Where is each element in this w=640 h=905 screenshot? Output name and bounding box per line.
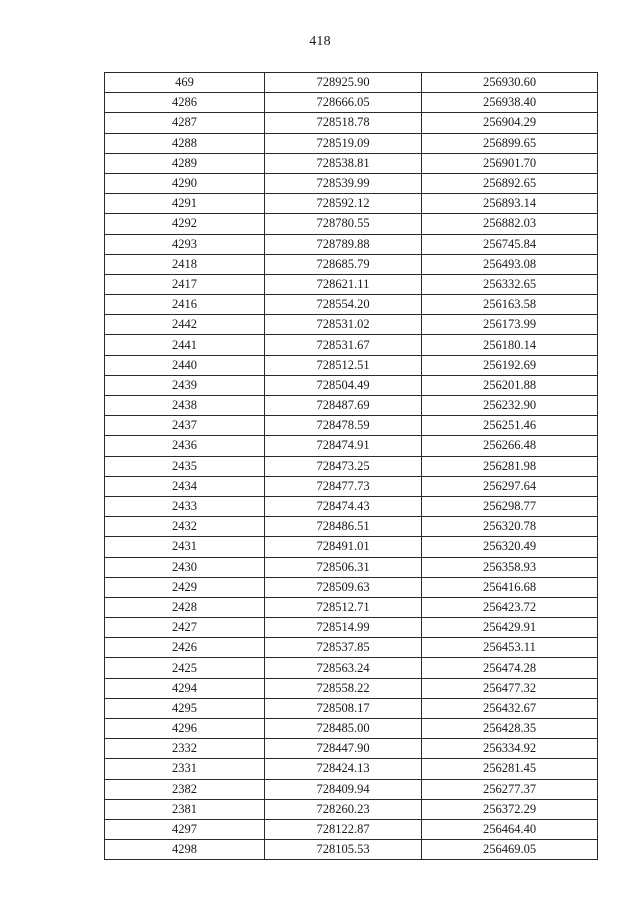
table-row	[105, 496, 598, 516]
point-id-cell: 4287	[105, 113, 265, 133]
x-coordinate-cell: 728491.01	[265, 537, 422, 557]
x-coordinate-cell: 728474.43	[265, 496, 422, 516]
y-coordinate-cell: 256453.11	[422, 638, 598, 658]
page-number: 418	[309, 34, 331, 49]
y-coordinate-cell: 256232.90	[422, 396, 598, 416]
table-row	[105, 274, 598, 294]
table-row	[105, 194, 598, 214]
x-coordinate-cell: 728424.13	[265, 759, 422, 779]
point-id-cell: 2433	[105, 496, 265, 516]
point-id-cell: 2332	[105, 739, 265, 759]
y-coordinate-cell: 256358.93	[422, 557, 598, 577]
point-id-cell: 2439	[105, 375, 265, 395]
y-coordinate-cell: 256297.64	[422, 476, 598, 496]
point-id-cell: 2440	[105, 355, 265, 375]
x-coordinate-cell: 728621.11	[265, 274, 422, 294]
y-coordinate-cell: 256320.49	[422, 537, 598, 557]
x-coordinate-cell: 728122.87	[265, 819, 422, 839]
point-id-cell: 2425	[105, 658, 265, 678]
y-coordinate-cell: 256892.65	[422, 173, 598, 193]
x-coordinate-cell: 728512.71	[265, 597, 422, 617]
point-id-cell: 2432	[105, 517, 265, 537]
point-id-cell: 2435	[105, 456, 265, 476]
point-id-cell: 2438	[105, 396, 265, 416]
y-coordinate-cell: 256745.84	[422, 234, 598, 254]
x-coordinate-cell: 728789.88	[265, 234, 422, 254]
x-coordinate-cell: 728512.51	[265, 355, 422, 375]
table-row	[105, 173, 598, 193]
x-coordinate-cell: 728506.31	[265, 557, 422, 577]
point-id-cell: 2331	[105, 759, 265, 779]
table-row	[105, 719, 598, 739]
table-row	[105, 416, 598, 436]
y-coordinate-cell: 256899.65	[422, 133, 598, 153]
x-coordinate-cell: 728514.99	[265, 618, 422, 638]
y-coordinate-cell: 256192.69	[422, 355, 598, 375]
y-coordinate-cell: 256332.65	[422, 274, 598, 294]
table-row	[105, 295, 598, 315]
x-coordinate-cell: 728478.59	[265, 416, 422, 436]
y-coordinate-cell: 256251.46	[422, 416, 598, 436]
x-coordinate-cell: 728780.55	[265, 214, 422, 234]
y-coordinate-cell: 256474.28	[422, 658, 598, 678]
table-row	[105, 476, 598, 496]
table-row	[105, 214, 598, 234]
table-row	[105, 537, 598, 557]
table-row	[105, 759, 598, 779]
table-row	[105, 315, 598, 335]
point-id-cell: 4288	[105, 133, 265, 153]
table-row	[105, 456, 598, 476]
point-id-cell: 2437	[105, 416, 265, 436]
x-coordinate-cell: 728666.05	[265, 93, 422, 113]
x-coordinate-cell: 728519.09	[265, 133, 422, 153]
point-id-cell: 2426	[105, 638, 265, 658]
table-row	[105, 254, 598, 274]
x-coordinate-cell: 728554.20	[265, 295, 422, 315]
point-id-cell: 4286	[105, 93, 265, 113]
y-coordinate-cell: 256432.67	[422, 698, 598, 718]
table-row	[105, 517, 598, 537]
table-row	[105, 779, 598, 799]
x-coordinate-cell: 728409.94	[265, 779, 422, 799]
table-row	[105, 658, 598, 678]
table-row	[105, 698, 598, 718]
y-coordinate-cell: 256277.37	[422, 779, 598, 799]
table-row	[105, 234, 598, 254]
table-row	[105, 375, 598, 395]
x-coordinate-cell: 728474.91	[265, 436, 422, 456]
x-coordinate-cell: 728504.49	[265, 375, 422, 395]
y-coordinate-cell: 256372.29	[422, 799, 598, 819]
point-id-cell: 4297	[105, 819, 265, 839]
point-id-cell: 2431	[105, 537, 265, 557]
point-id-cell: 2434	[105, 476, 265, 496]
table-row	[105, 355, 598, 375]
point-id-cell: 2416	[105, 295, 265, 315]
x-coordinate-cell: 728485.00	[265, 719, 422, 739]
y-coordinate-cell: 256938.40	[422, 93, 598, 113]
point-id-cell: 2418	[105, 254, 265, 274]
point-id-cell: 2381	[105, 799, 265, 819]
y-coordinate-cell: 256428.35	[422, 719, 598, 739]
table-row	[105, 739, 598, 759]
point-id-cell: 469	[105, 73, 265, 93]
table-row	[105, 577, 598, 597]
y-coordinate-cell: 256477.32	[422, 678, 598, 698]
point-id-cell: 2417	[105, 274, 265, 294]
point-id-cell: 4289	[105, 153, 265, 173]
y-coordinate-cell: 256201.88	[422, 375, 598, 395]
x-coordinate-cell: 728518.78	[265, 113, 422, 133]
x-coordinate-cell: 728538.81	[265, 153, 422, 173]
y-coordinate-cell: 256180.14	[422, 335, 598, 355]
x-coordinate-cell: 728509.63	[265, 577, 422, 597]
table-row	[105, 73, 598, 93]
table-row	[105, 113, 598, 133]
table-row	[105, 678, 598, 698]
x-coordinate-cell: 728592.12	[265, 194, 422, 214]
table-row	[105, 799, 598, 819]
table-row	[105, 597, 598, 617]
x-coordinate-cell: 728477.73	[265, 476, 422, 496]
table-row	[105, 153, 598, 173]
y-coordinate-cell: 256882.03	[422, 214, 598, 234]
point-id-cell: 4294	[105, 678, 265, 698]
y-coordinate-cell: 256266.48	[422, 436, 598, 456]
x-coordinate-cell: 728558.22	[265, 678, 422, 698]
y-coordinate-cell: 256464.40	[422, 819, 598, 839]
point-id-cell: 4290	[105, 173, 265, 193]
point-id-cell: 2430	[105, 557, 265, 577]
x-coordinate-cell: 728105.53	[265, 840, 422, 860]
x-coordinate-cell: 728260.23	[265, 799, 422, 819]
y-coordinate-cell: 256173.99	[422, 315, 598, 335]
y-coordinate-cell: 256493.08	[422, 254, 598, 274]
x-coordinate-cell: 728563.24	[265, 658, 422, 678]
x-coordinate-cell: 728486.51	[265, 517, 422, 537]
x-coordinate-cell: 728508.17	[265, 698, 422, 718]
point-id-cell: 2442	[105, 315, 265, 335]
point-id-cell: 2427	[105, 618, 265, 638]
y-coordinate-cell: 256334.92	[422, 739, 598, 759]
table-row	[105, 618, 598, 638]
point-id-cell: 2441	[105, 335, 265, 355]
y-coordinate-cell: 256163.58	[422, 295, 598, 315]
point-id-cell: 2428	[105, 597, 265, 617]
point-id-cell: 2382	[105, 779, 265, 799]
point-id-cell: 4295	[105, 698, 265, 718]
y-coordinate-cell: 256281.98	[422, 456, 598, 476]
x-coordinate-cell: 728487.69	[265, 396, 422, 416]
point-id-cell: 4296	[105, 719, 265, 739]
coordinates-table-body	[105, 73, 598, 860]
y-coordinate-cell: 256893.14	[422, 194, 598, 214]
point-id-cell: 4298	[105, 840, 265, 860]
table-row	[105, 93, 598, 113]
point-id-cell: 2429	[105, 577, 265, 597]
y-coordinate-cell: 256904.29	[422, 113, 598, 133]
y-coordinate-cell: 256416.68	[422, 577, 598, 597]
table-row	[105, 396, 598, 416]
y-coordinate-cell: 256901.70	[422, 153, 598, 173]
point-id-cell: 4291	[105, 194, 265, 214]
x-coordinate-cell: 728473.25	[265, 456, 422, 476]
table-row	[105, 335, 598, 355]
point-id-cell: 4292	[105, 214, 265, 234]
y-coordinate-cell: 256930.60	[422, 73, 598, 93]
x-coordinate-cell: 728447.90	[265, 739, 422, 759]
x-coordinate-cell: 728531.67	[265, 335, 422, 355]
y-coordinate-cell: 256298.77	[422, 496, 598, 516]
y-coordinate-cell: 256469.05	[422, 840, 598, 860]
x-coordinate-cell: 728685.79	[265, 254, 422, 274]
y-coordinate-cell: 256429.91	[422, 618, 598, 638]
y-coordinate-cell: 256320.78	[422, 517, 598, 537]
y-coordinate-cell: 256281.45	[422, 759, 598, 779]
x-coordinate-cell: 728925.90	[265, 73, 422, 93]
table-row	[105, 638, 598, 658]
y-coordinate-cell: 256423.72	[422, 597, 598, 617]
x-coordinate-cell: 728537.85	[265, 638, 422, 658]
coordinates-table	[104, 72, 598, 860]
table-row	[105, 557, 598, 577]
table-row	[105, 436, 598, 456]
x-coordinate-cell: 728531.02	[265, 315, 422, 335]
table-row	[105, 840, 598, 860]
table-row	[105, 819, 598, 839]
point-id-cell: 2436	[105, 436, 265, 456]
point-id-cell: 4293	[105, 234, 265, 254]
table-row	[105, 133, 598, 153]
x-coordinate-cell: 728539.99	[265, 173, 422, 193]
